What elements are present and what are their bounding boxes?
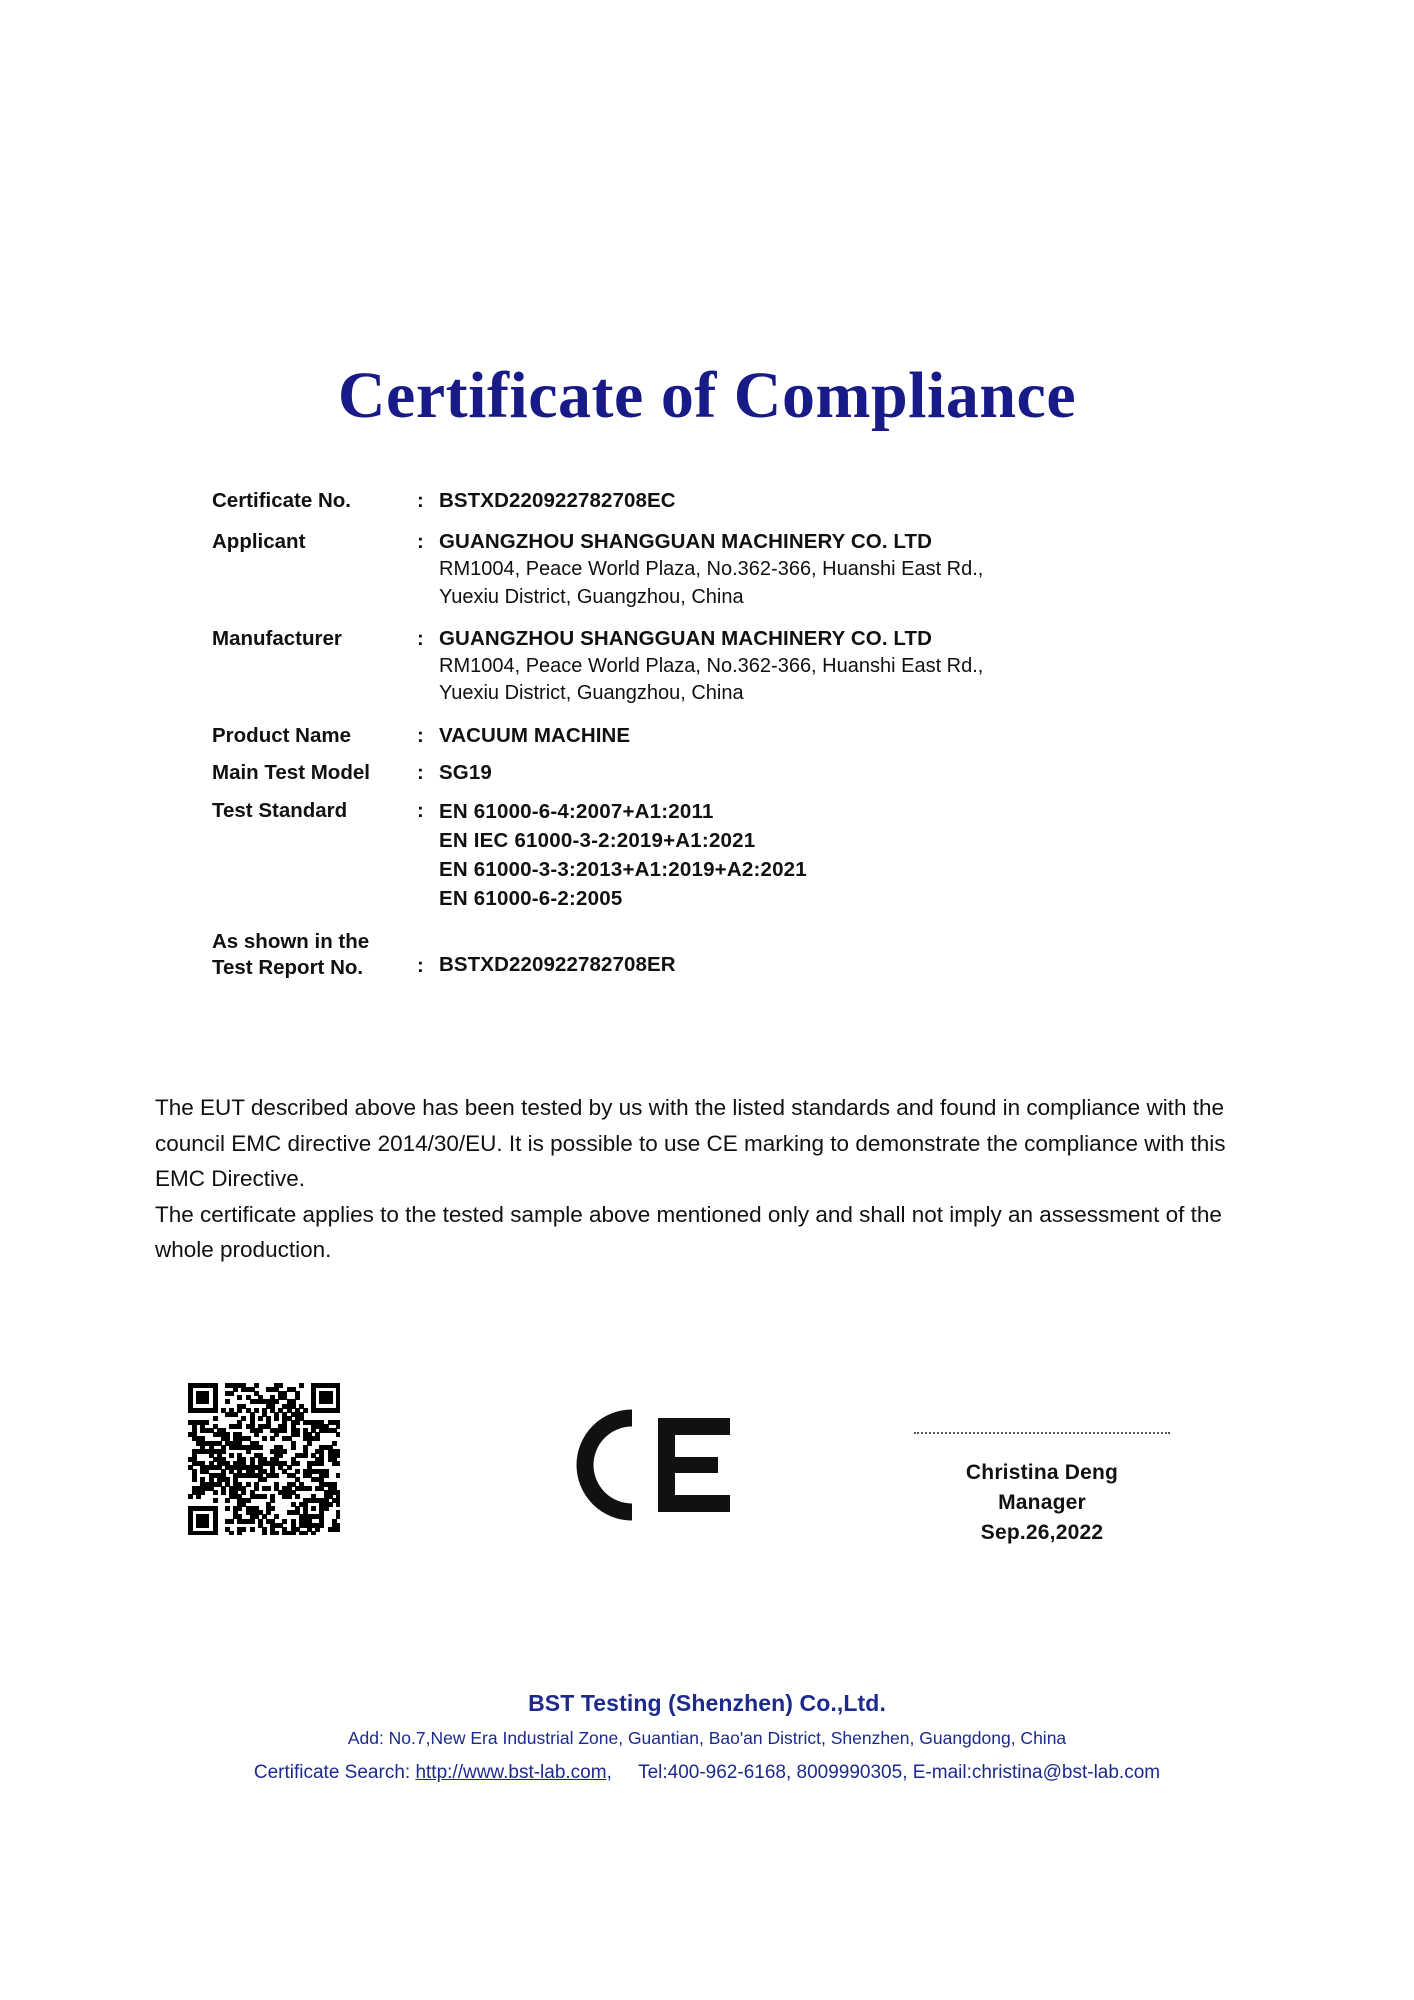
statement-paragraph-1: The EUT described above has been tested by us with the listed standards and found in compliance with the council EMC directive 2014/30/EU. It is possible to use CE marking to demonstrate the compliance with this EMC Directive. <box>155 1095 1226 1192</box>
test-standard-line: EN 61000-6-2:2005 <box>439 887 623 911</box>
field-label: Test Standard <box>212 798 348 822</box>
field-value-address-line-2: Yuexiu District, Guangzhou, China <box>439 585 744 608</box>
field-value <box>439 951 1222 980</box>
test-standard-line: EN 61000-3-3:2013+A1:2019+A2:2021 <box>439 857 807 881</box>
field-value-main: VACUUM MACHINE <box>439 723 631 747</box>
signer-name: Christina Deng <box>965 1461 1119 1484</box>
field-value-main: GUANGZHOU SHANGGUAN MACHINERY CO. LTD <box>439 627 933 651</box>
field-colon: : <box>417 489 424 512</box>
field-value <box>439 797 1222 913</box>
qr-code-canvas <box>188 1383 340 1535</box>
detail-row-main-test-model <box>212 759 1222 786</box>
field-colon: : <box>417 627 424 651</box>
field-value-main: SG19 <box>439 761 492 785</box>
ce-mark-icon <box>540 1400 770 1530</box>
qr-code-icon <box>188 1383 340 1535</box>
field-colon: : <box>417 761 424 785</box>
statement-paragraph-2: The certificate applies to the tested sample above mentioned only and shall not imply an assessment of the whole production. <box>155 1201 1222 1263</box>
footer-telephone-email: Tel:400-962-6168, 8009990305, E-mail:christina@bst-lab.com <box>638 1762 1161 1783</box>
field-label: Certificate No. <box>212 489 351 512</box>
field-value-address-line-2: Yuexiu District, Guangzhou, China <box>439 682 744 705</box>
detail-row-applicant <box>212 528 1222 611</box>
test-standard-line: EN IEC 61000-3-2:2019+A1:2021 <box>439 828 756 852</box>
field-colon: : <box>417 723 424 747</box>
field-label-line-2: Test Report No. <box>212 955 364 979</box>
colon-glyph: : <box>417 953 424 977</box>
footer-search-label: Certificate Search: <box>253 1762 411 1783</box>
test-standard-line: EN 61000-6-4:2007+A1:2011 <box>439 799 714 823</box>
field-value <box>439 487 1222 514</box>
detail-row-test-report-no <box>212 929 1222 981</box>
signer-position: Manager <box>998 1490 1086 1514</box>
field-label-line-1: As shown in the <box>212 930 370 954</box>
field-label: Product Name <box>212 723 351 747</box>
signature-block <box>908 1432 1176 1547</box>
detail-row-manufacturer <box>212 625 1222 708</box>
footer-company-name: BST Testing (Shenzhen) Co.,Ltd. <box>528 1690 886 1716</box>
field-label: Manufacturer <box>212 627 342 651</box>
footer-website-link[interactable]: http://www.bst-lab.com, <box>415 1762 612 1783</box>
footer <box>0 1690 1414 1784</box>
field-value-address-line-1: RM1004, Peace World Plaza, No.362-366, Huanshi East Rd., <box>439 654 984 677</box>
footer-contact <box>0 1762 1414 1784</box>
field-label <box>212 929 417 981</box>
detail-row-product-name <box>212 722 1222 749</box>
page-title: Certificate of Compliance <box>337 359 1077 432</box>
field-value <box>439 759 1222 786</box>
field-colon <box>417 952 439 981</box>
field-value-address-line-1: RM1004, Peace World Plaza, No.362-366, Huanshi East Rd., <box>439 557 984 580</box>
certificate-details <box>212 487 1222 995</box>
field-label: Applicant <box>212 530 306 554</box>
field-colon: : <box>417 798 424 822</box>
field-value <box>439 528 1222 611</box>
field-label: Main Test Model <box>212 761 370 785</box>
detail-row-test-standard <box>212 797 1222 913</box>
compliance-statement <box>155 1090 1260 1268</box>
field-value-main: BSTXD220922782708EC <box>439 489 676 512</box>
field-value-main: GUANGZHOU SHANGGUAN MACHINERY CO. LTD <box>439 530 933 554</box>
field-value <box>439 625 1222 708</box>
field-value-main: BSTXD220922782708ER <box>439 953 676 977</box>
signature-dotted-line <box>914 1432 1170 1434</box>
detail-row-certificate-no <box>212 487 1222 514</box>
field-value <box>439 722 1222 749</box>
field-colon: : <box>417 530 424 554</box>
footer-address: Add: No.7,New Era Industrial Zone, Guantian, Bao'an District, Shenzhen, Guangdong, China <box>347 1728 1067 1748</box>
signature-date: Sep.26,2022 <box>980 1520 1104 1544</box>
